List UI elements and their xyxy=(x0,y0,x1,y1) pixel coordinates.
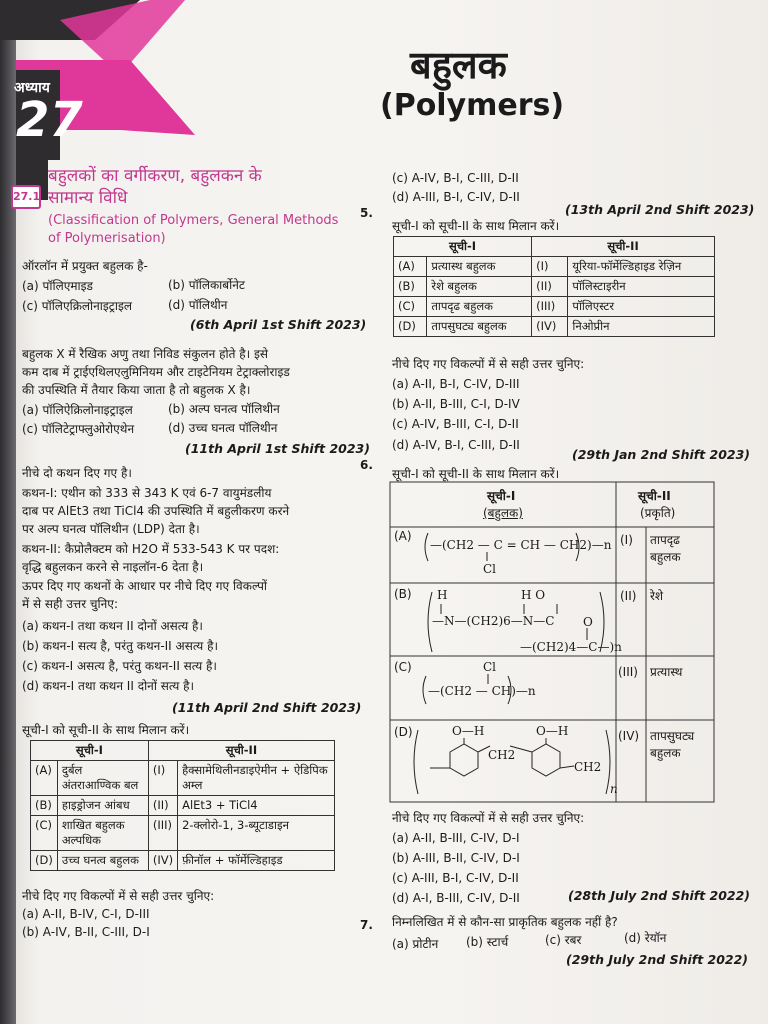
table-cell: पॉलिएस्टर xyxy=(568,297,715,317)
table-cell: (II) xyxy=(148,796,177,816)
table-cell: (C) xyxy=(31,816,58,851)
table-cell: यूरिया-फॉर्मेल्डिहाइड रेज़िन xyxy=(568,257,715,277)
q7-option-a: (a) प्रोटीन xyxy=(392,937,439,951)
q5-option-a: (a) A-II, B-I, C-IV, D-III xyxy=(392,377,520,391)
table-cell: (III) xyxy=(532,297,568,317)
table-cell: 2-क्लोरो-1, 3-ब्यूटाडाइन xyxy=(178,816,335,851)
q6-row-b-label: (B) xyxy=(394,587,412,601)
q7-source: (29th July 2nd Shift 2022) xyxy=(566,952,749,967)
q3-line: कथन-II: कैप्रोलैक्टम को H2O में 533-543 K पर पदश: xyxy=(22,542,280,556)
q5-source: (29th Jan 2nd Shift 2023) xyxy=(572,447,751,462)
q6-option-b: (b) A-III, B-II, C-IV, D-I xyxy=(392,851,520,865)
q3-line: नीचे दो कथन दिए गए है। xyxy=(22,466,132,480)
polymer-b-h: H xyxy=(437,588,448,602)
q4-col1-header: सूची-I xyxy=(31,741,149,761)
q2-option-c: (c) पॉलिटेट्राफ्लुओरोएथेन xyxy=(22,422,135,436)
q3-line: कथन-I: एथीन को 333 से 343 K एवं 6-7 वायुमंडलीय xyxy=(22,486,272,500)
q4-instruction: नीचे दिए गए विकल्पों में से सही उत्तर चुनिए: xyxy=(22,889,215,903)
q4-option-c: (c) A-IV, B-I, C-III, D-II xyxy=(392,171,519,185)
q6-col2-subheader: (प्रकृति) xyxy=(640,506,676,520)
q2-option-b: (b) अल्प घनत्व पॉलिथीन xyxy=(168,402,280,416)
q7-option-d: (d) रेयॉन xyxy=(624,931,667,945)
table-cell: शाखित बहुलक अल्पधिक xyxy=(57,816,148,851)
q3-line: ऊपर दिए गए कथनों के आधार पर नीचे दिए गए विकल्पों xyxy=(22,579,268,593)
q6-row-d-num: (IV) xyxy=(618,729,640,743)
q6-col1-header: सूची-I xyxy=(487,489,516,503)
section-title-hindi: बहुलकों का वर्गीकरण, बहुलकन के सामान्य विधि xyxy=(48,166,262,208)
q1-option-d: (d) पॉलिथीन xyxy=(168,298,228,312)
q6-row-a-label: (A) xyxy=(394,529,412,543)
q6-row-b-num: (II) xyxy=(620,589,637,603)
q2-line: कम दाब में ट्राईएथिलएलुमिनियम और टाइटेनियम टेट्राक्लोराइड xyxy=(22,365,290,379)
q6-source: (28th July 2nd Shift 2022) xyxy=(568,888,751,903)
q5-col2-header: सूची-II xyxy=(532,237,715,257)
table-cell: (D) xyxy=(31,851,58,871)
q6-number: 6. xyxy=(360,458,373,472)
q1-option-c: (c) पॉलिएक्रिलोनाइट्राइल xyxy=(22,299,132,313)
polymer-a-formula: —(CH2 — C = CH — CH2)—n xyxy=(430,538,612,552)
q3-option-a: (a) कथन-I तथा कथन II दोनों असत्य है। xyxy=(22,619,203,633)
q3-line: दाब पर AlEt3 तथा TiCl4 की उपस्थिति में बहुलीकरण करने xyxy=(22,504,290,518)
table-cell: (A) xyxy=(394,257,427,277)
q6-col1-subheader: (बहुलक) xyxy=(483,506,523,520)
table-cell: निओप्रीन xyxy=(568,317,715,337)
q4-option-d: (d) A-III, B-I, C-IV, D-II xyxy=(392,190,520,204)
q1-source: (6th April 1st Shift 2023) xyxy=(190,317,367,332)
polymer-d-ch2-b: CH2 xyxy=(574,760,602,774)
table-cell: फ़ीनॉल + फॉर्मेल्डिहाइड xyxy=(178,851,335,871)
table-cell: रेशे बहुलक xyxy=(427,277,532,297)
table-cell: दुर्बल अंतराआण्विक बल xyxy=(57,761,148,796)
section-number: 27.1 xyxy=(11,185,41,209)
q6-row-c-label: (C) xyxy=(394,660,412,674)
table-cell: हैक्सामेथिलीनडाइऐमीन + ऐडिपिक अम्ल xyxy=(178,761,335,796)
polymer-c-formula: —(CH2 — CH)—n xyxy=(428,684,536,698)
q6-row-a-num: (I) xyxy=(620,533,633,547)
q6-col2-header: सूची-II xyxy=(638,489,671,503)
polymer-a-substituent: Cl xyxy=(483,562,497,576)
polymer-b-o: O xyxy=(583,615,593,629)
chapter-word: अध्याय xyxy=(14,80,50,96)
table-cell: (I) xyxy=(148,761,177,796)
polymer-b-h-o: H O xyxy=(521,588,546,602)
q4-option-a: (a) A-II, B-IV, C-I, D-III xyxy=(22,907,150,921)
q6-option-d: (d) A-I, B-III, C-IV, D-II xyxy=(392,891,520,905)
q6-row-d-label: (D) xyxy=(394,725,413,739)
table-cell: तापसुघट्य बहुलक xyxy=(427,317,532,337)
table-cell: (B) xyxy=(31,796,58,816)
q6-option-c: (c) A-III, B-I, C-IV, D-II xyxy=(392,871,519,885)
q6-row-c-num: (III) xyxy=(618,665,638,679)
q6-option-a: (a) A-II, B-III, C-IV, D-I xyxy=(392,831,520,845)
q3-source: (11th April 2nd Shift 2023) xyxy=(172,700,362,715)
polymer-c-substituent: Cl xyxy=(483,660,497,674)
table-cell: (III) xyxy=(148,816,177,851)
q2-line: की उपस्थिति में तैयार किया जाता है तो बहुलक X है। xyxy=(22,383,251,397)
table-cell: उच्च घनत्व बहुलक xyxy=(57,851,148,871)
q5-option-d: (d) A-IV, B-I, C-III, D-II xyxy=(392,438,520,452)
q6-row-a-nature: तापदृढ बहुलक xyxy=(650,533,681,564)
q7-option-b: (b) स्टार्च xyxy=(466,935,509,949)
table-cell: (A) xyxy=(31,761,58,796)
q3-option-d: (d) कथन-I तथा कथन II दोनों सत्य है। xyxy=(22,679,195,693)
q1-stem: ऑरलॉन में प्रयुक्त बहुलक है- xyxy=(22,259,148,273)
q2-source: (11th April 1st Shift 2023) xyxy=(185,441,370,456)
polymer-b-chain: —N—(CH2)6—N—C xyxy=(432,614,555,628)
polymer-d-ch2-a: CH2 xyxy=(488,748,516,762)
q7-stem: निम्नलिखित में से कौन-सा प्राकृतिक बहुलक नहीं है? xyxy=(392,915,618,929)
q6-row-c-nature: प्रत्यास्थ xyxy=(650,665,683,679)
table-cell: हाइड्रोजन आंबध xyxy=(57,796,148,816)
q3-option-b: (b) कथन-I सत्य है, परंतु कथन-II असत्य है। xyxy=(22,639,218,653)
table-cell: (B) xyxy=(394,277,427,297)
polymer-d-n: n xyxy=(610,782,618,796)
q1-option-a: (a) पॉलिएमाइड xyxy=(22,279,93,293)
q3-line: वृद्धि बहुलकन करने से नाइलॉन-6 देता है। xyxy=(22,560,204,574)
chapter-title-hindi: बहुलक xyxy=(410,43,507,87)
q4-stem: सूची-I को सूची-II के साथ मिलान करें। xyxy=(22,723,190,737)
q5-col1-header: सूची-I xyxy=(394,237,532,257)
polymer-b-chain-2: —(CH2)4—C—)n xyxy=(520,640,622,654)
q3-option-c: (c) कथन-I असत्य है, परंतु कथन-II सत्य है। xyxy=(22,659,217,673)
q2-option-d: (d) उच्च घनत्व पॉलिथीन xyxy=(168,421,278,435)
section-title-english: (Classification of Polymers, General Methods of Polymerisation) xyxy=(48,213,339,246)
q1-option-b: (b) पॉलिकार्बोनेट xyxy=(168,278,245,292)
table-cell: (D) xyxy=(394,317,427,337)
q3-line: में से सही उत्तर चुनिए: xyxy=(22,597,118,611)
q5-option-b: (b) A-II, B-III, C-I, D-IV xyxy=(392,397,520,411)
table-cell: (IV) xyxy=(148,851,177,871)
table-cell: पॉलिस्टाइरीन xyxy=(568,277,715,297)
q2-option-a: (a) पॉलिऐक्रिलोनाइट्राइल xyxy=(22,403,133,417)
q5-instruction: नीचे दिए गए विकल्पों में से सही उत्तर चुनिए: xyxy=(392,357,585,371)
q7-number: 7. xyxy=(360,918,373,932)
table-cell: (II) xyxy=(532,277,568,297)
table-cell: तापदृढ बहुलक xyxy=(427,297,532,317)
polymer-d-oh-2: O—H xyxy=(536,724,569,738)
q4-col2-header: सूची-II xyxy=(148,741,334,761)
q6-instruction: नीचे दिए गए विकल्पों में से सही उत्तर चुनिए: xyxy=(392,811,585,825)
q3-line: पर अल्प घनत्व पॉलिथीन (LDP) देता है। xyxy=(22,522,200,536)
table-cell: (IV) xyxy=(532,317,568,337)
table-cell: (I) xyxy=(532,257,568,277)
table-cell: (C) xyxy=(394,297,427,317)
q4-source: (13th April 2nd Shift 2023) xyxy=(565,202,755,217)
table-cell: AlEt3 + TiCl4 xyxy=(178,796,335,816)
chapter-number: 27 xyxy=(16,92,83,148)
q7-option-c: (c) रबर xyxy=(545,933,582,947)
q2-line: बहुलक X में रैखिक अणु तथा निविड संकुलन होते है। इसे xyxy=(22,347,268,361)
q5-stem: सूची-I को सूची-II के साथ मिलान करें। xyxy=(392,219,560,233)
table-cell: प्रत्यास्थ बहुलक xyxy=(427,257,532,277)
q6-stem: सूची-I को सूची-II के साथ मिलान करें। xyxy=(392,467,560,481)
q6-row-b-nature: रेशे xyxy=(650,589,664,603)
chapter-title-english: (Polymers) xyxy=(380,88,565,123)
q4-option-b: (b) A-IV, B-II, C-III, D-I xyxy=(22,925,150,939)
q5-option-c: (c) A-IV, B-III, C-I, D-II xyxy=(392,417,519,431)
q6-row-d-nature: तापसुघट्य बहुलक xyxy=(650,729,695,760)
polymer-d-oh-1: O—H xyxy=(452,724,485,738)
q5-number: 5. xyxy=(360,206,373,220)
